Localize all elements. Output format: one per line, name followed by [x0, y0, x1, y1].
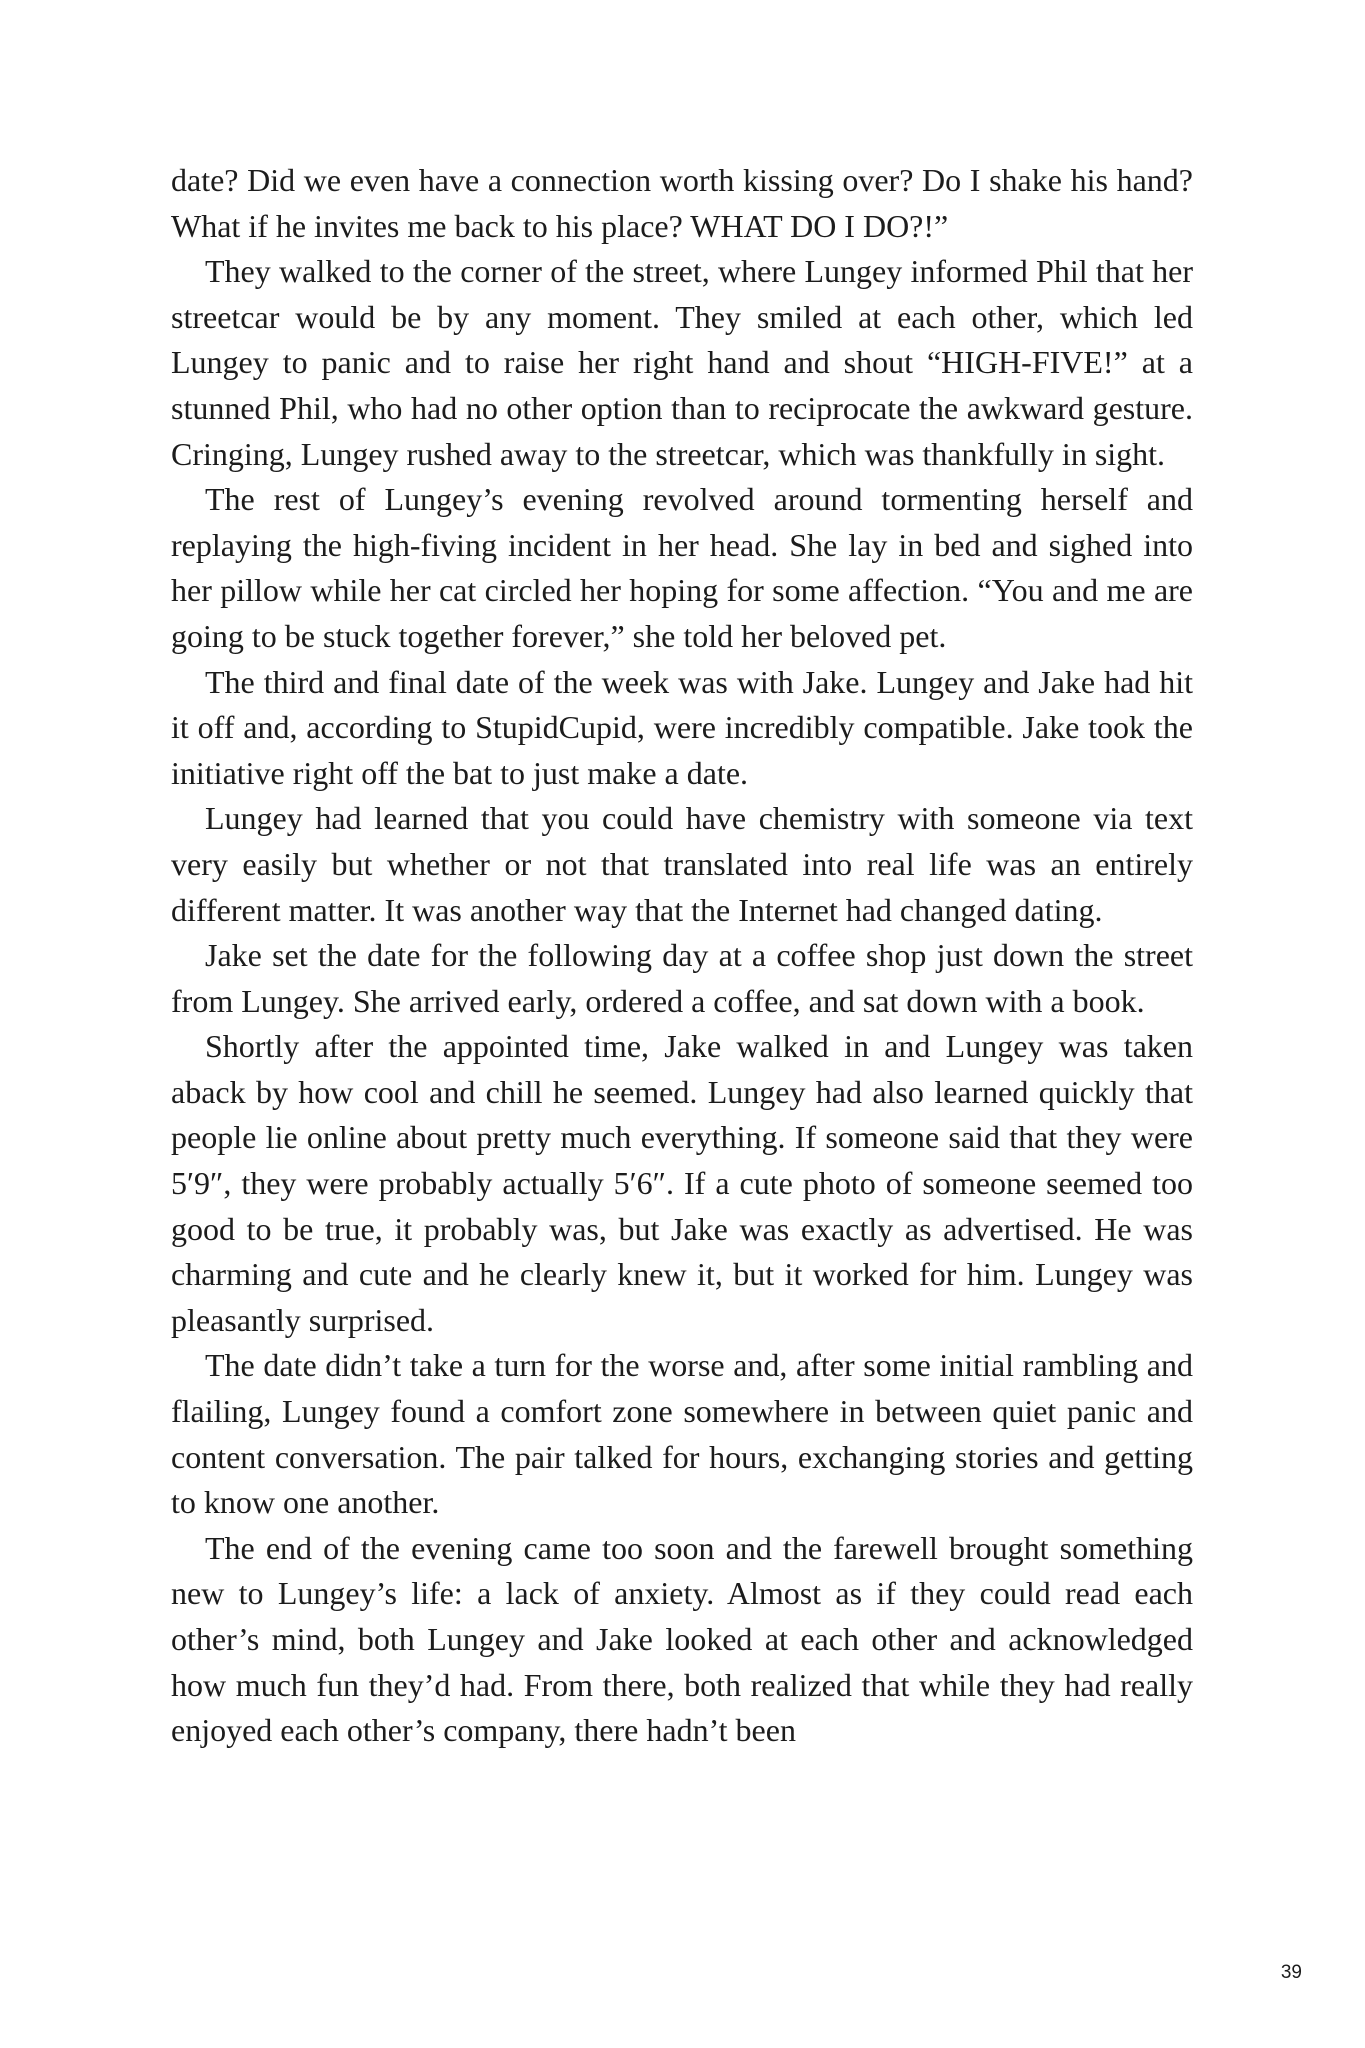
paragraph: The end of the evening came too soon and the farewell brought something new to Lungey’s life: a lack of anxiety. Almost as if they could read each other’s mind, both Lungey and Jake looked at each other and acknowledged how much fun they’d had. From there, both realized that while they had really enjoyed each other’s company, there hadn’t been — [171, 1529, 1193, 1749]
page-body — [171, 158, 1193, 1754]
paragraph: Lungey had learned that you could have chemistry with someone via text very easily but whether or not that translated into real life was an entirely different matter. It was another way that the Internet had changed dating. — [171, 800, 1193, 928]
page-number: 39 — [1280, 1962, 1302, 1983]
paragraph: The date didn’t take a turn for the worse and, after some initial rambling and flailing, Lungey found a comfort zone somewhere in between quiet panic and content conversation. The pair talked for hours, exchanging stories and getting to know one another. — [171, 1347, 1193, 1521]
paragraph: The third and final date of the week was with Jake. Lungey and Jake had hit it off and, according to StupidCupid, were incredibly compatible. Jake took the initiative right off the bat to just make a date. — [171, 663, 1193, 791]
paragraph: Shortly after the appointed time, Jake walked in and Lungey was taken aback by how cool and chill he seemed. Lungey had also learned quickly that people lie online about pretty much everything. If someone said that they were 5′9″, they were probably actually 5′6″. If a cute photo of someone seemed too good to be true, it probably was, but Jake was exactly as advertised. He was charming and cute and he clearly knew it, but it worked for him. Lungey was pleasantly surprised. — [171, 1028, 1193, 1338]
paragraph: date? Did we even have a connection worth kissing over? Do I shake his hand? What if he invites me back to his place? WHAT DO I DO?!” — [171, 162, 1193, 244]
paragraph: They walked to the corner of the street, where Lungey informed Phil that her streetcar would be by any moment. They smiled at each other, which led Lungey to panic and to raise her right hand and shout “HIGH-FIVE!” at a stunned Phil, who had no other option than to reciprocate the awkward gesture. Cringing, Lungey rushed away to the streetcar, which was thankfully in sight. — [171, 253, 1193, 472]
paragraph: Jake set the date for the following day at a coffee shop just down the street from Lungey. She arrived early, ordered a coffee, and sat down with a book. — [171, 937, 1193, 1019]
paragraph: The rest of Lungey’s evening revolved around tormenting herself and replaying the high-fiving incident in her head. She lay in bed and sighed into her pillow while her cat circled her hoping for some affection. “You and me are going to be stuck together forever,” she told her beloved pet. — [171, 481, 1193, 654]
